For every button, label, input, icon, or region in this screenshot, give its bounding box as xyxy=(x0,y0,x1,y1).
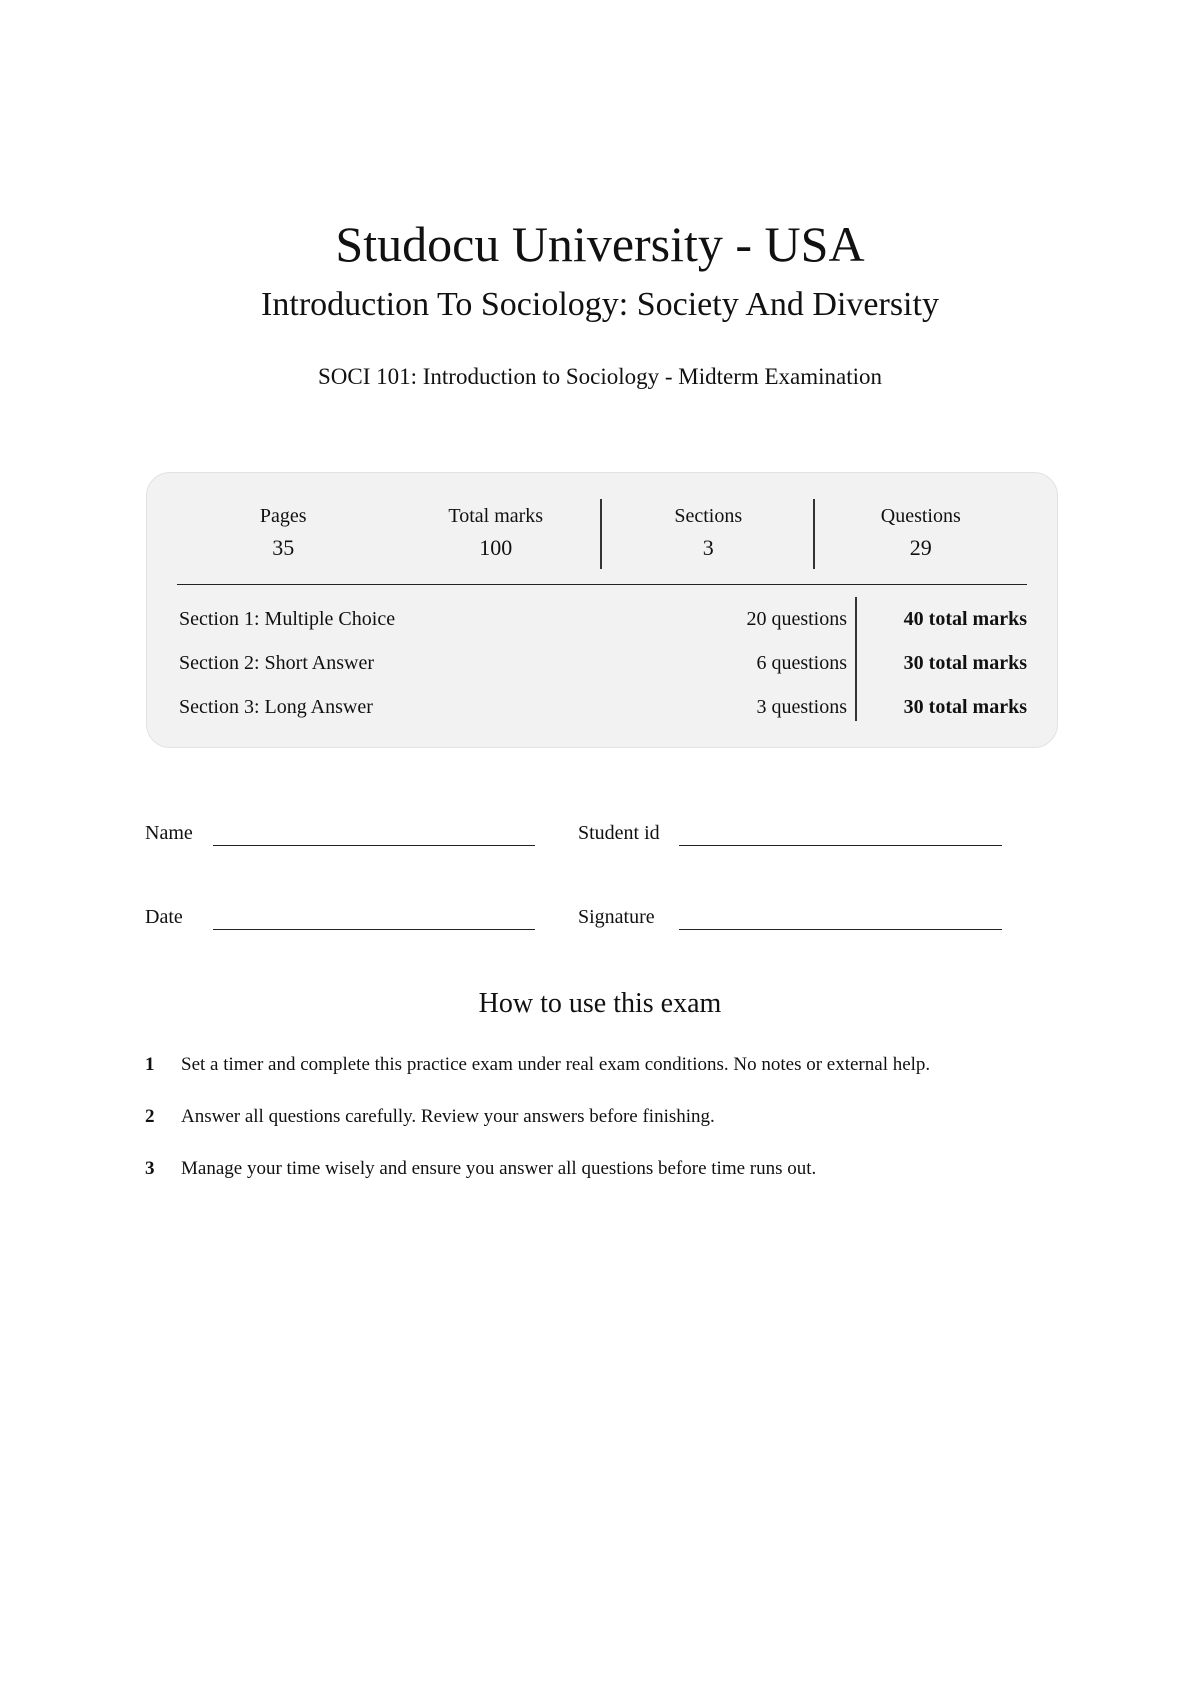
stat-value: 35 xyxy=(272,535,295,560)
name-label: Name xyxy=(145,822,193,844)
exam-summary-box xyxy=(146,472,1058,748)
date-label: Date xyxy=(145,906,183,928)
section-row xyxy=(177,597,1027,641)
stat-label: Questions xyxy=(880,505,961,527)
section-name: Section 3: Long Answer xyxy=(179,696,373,718)
section-marks: 30 total marks xyxy=(903,696,1027,718)
signature-field[interactable] xyxy=(578,904,1002,930)
list-item xyxy=(145,1052,1095,1104)
section-name: Section 1: Multiple Choice xyxy=(179,608,396,630)
howto-heading: How to use this exam xyxy=(478,988,722,1019)
stat-pages xyxy=(177,499,390,569)
date-line[interactable] xyxy=(213,929,535,930)
stat-total-marks xyxy=(390,499,603,569)
stat-label: Total marks xyxy=(448,505,544,527)
list-item xyxy=(145,1156,1095,1208)
name-field[interactable] xyxy=(145,820,535,846)
student-id-line[interactable] xyxy=(679,845,1002,846)
exam-stats xyxy=(177,499,1027,569)
item-text: Manage your time wisely and ensure you answer all questions before time runs out. xyxy=(181,1158,817,1179)
sections-list xyxy=(177,597,1027,729)
section-questions: 6 questions xyxy=(756,652,847,674)
stat-value: 29 xyxy=(909,535,932,560)
item-text: Set a timer and complete this practice exam under real exam conditions. No notes or external help. xyxy=(181,1054,931,1075)
signature-label: Signature xyxy=(578,906,655,928)
stat-label: Pages xyxy=(259,505,307,527)
howto-list xyxy=(145,1052,1095,1208)
section-row xyxy=(177,685,1027,729)
list-item xyxy=(145,1104,1095,1156)
exam-title: SOCI 101: Introduction to Sociology - Midterm Examination xyxy=(317,364,883,389)
signature-line[interactable] xyxy=(679,929,1002,930)
student-id-field[interactable] xyxy=(578,820,1002,846)
section-marks: 30 total marks xyxy=(903,652,1027,674)
section-questions: 3 questions xyxy=(756,696,847,718)
stat-sections xyxy=(602,499,815,569)
item-text: Answer all questions carefully. Review your answers before finishing. xyxy=(181,1106,715,1127)
university-title: Studocu University - USA xyxy=(335,216,865,272)
divider xyxy=(855,597,857,721)
stat-label: Sections xyxy=(674,505,743,527)
stat-questions xyxy=(815,499,1028,569)
date-field[interactable] xyxy=(145,904,535,930)
divider xyxy=(177,584,1027,585)
course-title: Introduction To Sociology: Society And Diversity xyxy=(261,286,939,323)
section-questions: 20 questions xyxy=(746,608,847,630)
section-name: Section 2: Short Answer xyxy=(179,652,374,674)
section-row xyxy=(177,641,1027,685)
stat-value: 3 xyxy=(702,535,714,560)
name-line[interactable] xyxy=(213,845,535,846)
item-number: 1 xyxy=(145,1054,155,1075)
student-id-label: Student id xyxy=(578,822,660,844)
section-marks: 40 total marks xyxy=(903,608,1027,630)
item-number: 2 xyxy=(145,1106,155,1127)
item-number: 3 xyxy=(145,1158,155,1179)
stat-value: 100 xyxy=(479,535,513,560)
